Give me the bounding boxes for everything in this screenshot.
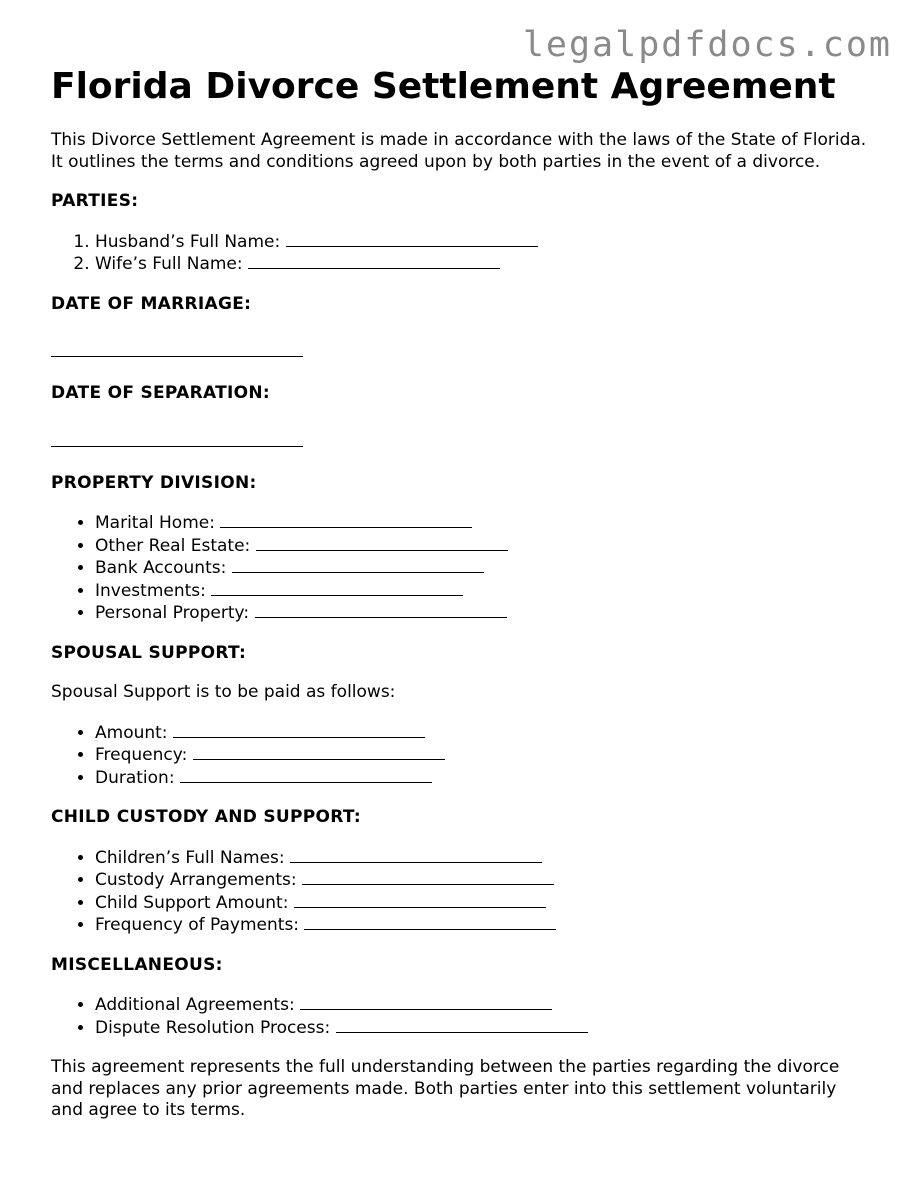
fill-in-blank[interactable]: [180, 767, 432, 783]
list-item: 1. Husband’s Full Name:: [95, 231, 871, 254]
list-item: • Additional Agreements:: [95, 994, 871, 1017]
fill-in-blank[interactable]: [255, 602, 507, 618]
fill-in-blank[interactable]: [300, 994, 552, 1010]
property-heading: PROPERTY DIVISION:: [51, 472, 257, 493]
miscellaneous-heading: MISCELLANEOUS:: [51, 954, 223, 975]
fill-in-blank[interactable]: [220, 512, 472, 528]
list-item: • Bank Accounts:: [95, 557, 871, 580]
fill-in-blank[interactable]: [232, 557, 484, 573]
parties-heading: PARTIES:: [51, 191, 139, 211]
list-item: • Personal Property:: [95, 602, 871, 625]
spousal-support-list: [51, 722, 871, 790]
fill-in-blank[interactable]: [248, 253, 500, 269]
list-item: • Children’s Full Names:: [95, 847, 871, 870]
separation-date-heading: DATE OF SEPARATION:: [51, 383, 270, 403]
spousal-support-lead: Spousal Support is to be paid as follows:: [51, 682, 396, 702]
list-item: • Frequency of Payments:: [95, 914, 871, 937]
property-list: [51, 512, 871, 625]
list-item: • Frequency:: [95, 744, 871, 767]
document-title: Florida Divorce Settlement Agreement: [51, 66, 836, 107]
document-page: [51, 64, 871, 1122]
fill-in-blank[interactable]: [290, 847, 542, 863]
site-watermark: legalpdfdocs.com: [522, 25, 892, 65]
parties-list: [51, 231, 871, 276]
fill-in-blank[interactable]: [193, 744, 445, 760]
fill-in-blank[interactable]: [302, 869, 554, 885]
fill-in-blank[interactable]: [336, 1017, 588, 1033]
fill-in-blank[interactable]: [304, 914, 556, 930]
child-custody-list: [51, 847, 871, 937]
list-item: • Dispute Resolution Process:: [95, 1017, 871, 1040]
miscellaneous-list: [51, 994, 871, 1039]
fill-in-blank[interactable]: [173, 722, 425, 738]
fill-in-blank[interactable]: [256, 535, 508, 551]
list-item: • Investments:: [95, 580, 871, 603]
fill-in-blank[interactable]: [286, 231, 538, 247]
closing-paragraph: This agreement represents the full understanding between the parties regarding the divorce and replaces any prior agreements made. Both parties enter into this settlement voluntarily and agree to its terms.: [51, 1057, 840, 1120]
list-item: • Marital Home:: [95, 512, 871, 535]
list-item: • Amount:: [95, 722, 871, 745]
child-custody-heading: CHILD CUSTODY AND SUPPORT:: [51, 807, 361, 827]
list-item: • Child Support Amount:: [95, 892, 871, 915]
list-item: 2. Wife’s Full Name:: [95, 253, 871, 276]
list-item: • Custody Arrangements:: [95, 869, 871, 892]
fill-in-blank[interactable]: [211, 580, 463, 596]
intro-paragraph: This Divorce Settlement Agreement is made in accordance with the laws of the State of Florida. It outlines the terms and conditions agreed upon by both parties in the event of a divorce.: [51, 130, 867, 172]
list-item: • Duration:: [95, 767, 871, 790]
fill-in-blank[interactable]: [294, 892, 546, 908]
marriage-date-heading: DATE OF MARRIAGE:: [51, 293, 252, 314]
spousal-support-heading: SPOUSAL SUPPORT:: [51, 642, 247, 663]
list-item: • Other Real Estate:: [95, 535, 871, 558]
